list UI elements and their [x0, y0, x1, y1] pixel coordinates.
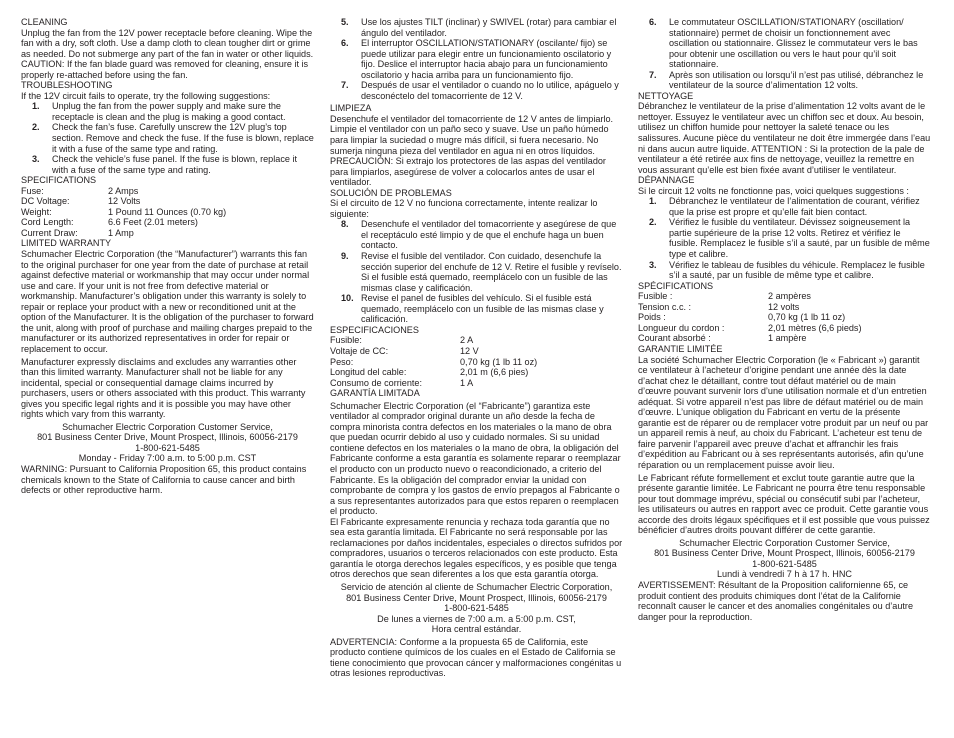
warranty-heading: LIMITED WARRANTY: [21, 238, 112, 249]
list-item: [341, 38, 623, 80]
item-number: 9.: [341, 251, 349, 262]
spec-key: DC Voltage:: [21, 196, 70, 207]
item-text: Vérifiez le tableau de fusibles du véhicule. Remplacez le fusible s’il a sauté, par un fusible de même type et calibre.: [669, 259, 925, 281]
item-number: 1.: [649, 196, 657, 207]
item-text: Après son utilisation ou lorsqu’il n’est pas utilisé, débranchez le ventilateur de la source d’alimentation 12 volts.: [669, 69, 924, 91]
spec-value: 12 Volts: [108, 196, 141, 207]
service-timezone: Hora central estándar.: [431, 624, 522, 635]
service-hours: De lunes a viernes de 7:00 a.m. a 5:00 p.m. CST,: [377, 613, 576, 624]
table-row: [21, 228, 314, 239]
depannage-intro: Si le circuit 12 volts ne fonctionne pas, voici quelques suggestions :: [638, 185, 909, 196]
limpieza-heading: LIMPIEZA: [330, 103, 372, 114]
depannage-heading: DÉPANNAGE: [638, 175, 695, 186]
item-number: 8.: [341, 219, 349, 230]
garantie-disclaimer: Le Fabricant réfute formellement et exclut toute garantie autre que la présente garantie limitée. Le Fabricant ne pourra être tenu responsable pour tout dommage imprévu, spécial ou consécutif subi par l’acheteur, les utilisateurs ou autres en rapport avec ce produit. Cette garantie vous accorde des droits légaux spécifiques et il est possible que vous puissez bénéficier d’autres droits pouvant différer de cette garantie.: [638, 472, 930, 536]
item-number: 2.: [649, 217, 657, 228]
troubleshooting-intro: If the 12V circuit fails to operate, try the following suggestions:: [21, 90, 271, 101]
item-number: 10.: [341, 293, 354, 304]
item-number: 6.: [649, 17, 657, 27]
spec-key: Longueur du cordon :: [638, 322, 725, 333]
depannage-list: [638, 196, 931, 280]
solucion-list: [330, 219, 623, 324]
service-hours: Lundi à vendredi 7 h à 17 h. HNC: [717, 569, 852, 580]
list-item: [341, 17, 623, 38]
nettoyage-heading: NETTOYAGE: [638, 90, 694, 101]
item-number: 1.: [32, 101, 40, 112]
service-address: 801 Business Center Drive, Mount Prospect, Illinois, 60056-2179: [37, 432, 298, 443]
cleaning-heading: CLEANING: [21, 17, 68, 27]
item-number: 7.: [341, 80, 349, 91]
customer-service-block: [638, 538, 931, 580]
spec-key: Weight:: [21, 206, 52, 217]
spec-value: 1 A: [460, 377, 474, 388]
spec-value: 0,70 kg (1 lb 11 oz): [460, 356, 538, 367]
customer-service-block: [21, 422, 314, 464]
troubleshooting-heading: TROUBLESHOOTING: [21, 80, 113, 91]
service-phone: 1-800-621-5485: [444, 603, 509, 614]
list-item: [341, 219, 623, 251]
spec-value: 2,01 m (6,6 pies): [460, 367, 529, 378]
spec-key: Longitud del cable:: [330, 367, 407, 378]
item-text: Check the vehicle’s fuse panel. If the fuse is blown, replace it with a fuse of the same type and rating.: [52, 154, 297, 175]
operation-list: [638, 17, 931, 91]
spec-value: 1 ampère: [768, 333, 807, 344]
prop65-warning: WARNING: Pursuant to California Proposition 65, this product contains chemicals known to the State of California to cause cancer and birth defects or other reproductive harm.: [21, 463, 307, 496]
table-row: [638, 291, 931, 302]
service-name: Schumacher Electric Corporation Customer Service,: [679, 537, 890, 548]
list-item: [649, 217, 931, 259]
table-row: [330, 346, 623, 357]
table-row: [21, 217, 314, 228]
item-number: 5.: [341, 17, 349, 27]
spec-key: Peso:: [330, 356, 354, 367]
cleaning-text: Unplug the fan from the 12V power receptacle before cleaning. Wipe the fan with a dry, soft cloth. Use a damp cloth to clean tougher dirt or grime as needed. Do not submerge any part of the fan in water or other liquids. CAUTION: If the fan blade guard was removed for cleaning, ensure it is properly re-attached before using the fan.: [21, 27, 314, 80]
service-address: 801 Business Center Drive, Mount Prospect, Illinois, 60056-2179: [654, 548, 915, 559]
spec-key: Fuse:: [21, 185, 44, 196]
spec-key: Voltaje de CC:: [330, 345, 389, 356]
item-text: Revise el fusible del ventilador. Con cuidado, desenchufe la sección superior del enchufe de 12 V. Retire el fusible y revíselo. Si el fusible está quemado, reemplácelo con un fusible de las mismas clase y calificación.: [361, 251, 622, 293]
table-row: [638, 302, 931, 313]
warranty-disclaimer: Manufacturer expressly disclaims and excludes any warranties other than this limited warranty. Manufacturer shall not be liable for any incidental, special or consequential damage claims incurred by purchasers, users or others associated with this product. This warranty gives you specific legal rights and it is possible you may have other rights which vary from this warranty.: [21, 356, 306, 420]
prop65-warning: AVERTISSEMENT: Résultant de la Proposition californienne 65, ce produit contient des produits chimiques dont l’état de la Californie reconnaît causer le cancer et des anomalies congénitales ou d’autre danger pour la reproduction.: [638, 579, 914, 622]
item-text: El interruptor OSCILLATION/STATIONARY (oscilante/ fijo) se puede utilizar para elegir entre un funcionamiento oscilatorio y fijo. Deslice el interruptor hacia abajo para un funcionamiento oscilatorio y hacia arriba para un funcionamiento fijo.: [361, 38, 612, 80]
service-address: 801 Business Center Drive, Mount Prospect, Illinois, 60056-2179: [346, 592, 607, 603]
garantie-text: La société Schumacher Electric Corporation (le « Fabricant ») garantit ce ventilateur à l’acheteur d’origine pendant une année dès la date d’achat chez le détaillant, contre tout défaut matériel ou de main d’œuvre pouvant survenir lors d’une utilisation normale et d’un entretien adéquat. Si votre appareil n’est pas libre de défaut matériel ou de main d’œuvre. L’unique obligation du Fabricant en vertu de la présente garantie est de réparer ou de remplacer votre produit par un neuf ou par un appareil remis à neuf, au choix du Fabricant. L’acheteur est tenu de faire parvenir l’appareil avec preuve d’achat et affranchir les frais d’expédition au Fabricant ou à ses représentants autorisés, afin qu’une réparation ou un remplacement puisse avoir lieu.: [638, 354, 929, 470]
list-item: [32, 122, 314, 154]
table-row: [21, 207, 314, 218]
item-text: Unplug the fan from the power supply and make sure the receptacle is clean and the plug is making a good contact.: [52, 101, 286, 122]
service-name: Schumacher Electric Corporation Customer Service,: [62, 421, 273, 432]
garantia-disclaimer: El Fabricante expresamente renuncia y rechaza toda garantía que no sea esta garantía limitada. El Fabricante no será responsable por las reclamaciones por daños incidentales, especiales o directos sufridos por compradores, usuarios o terceros relacionados con este producto. Esta garantía le otorga derechos legales específicos, y es posible que tenga otros derechos que sean diferentes a los que esta garantía otorga.: [330, 516, 623, 580]
customer-service-block: [330, 582, 623, 635]
table-row: [330, 357, 623, 368]
spec-key: Consumo de corriente:: [330, 377, 422, 388]
list-item: [649, 70, 931, 91]
list-item: [341, 251, 623, 293]
spec-value: 2 ampères: [768, 291, 811, 302]
specifications-heading: SPÉCIFICATIONS: [638, 280, 714, 291]
item-text: Débranchez le ventilateur de l’alimentation de courant, vérifiez que la prise est propre et qu’elle fait bien contact.: [669, 196, 920, 217]
item-text: Use los ajustes TILT (inclinar) y SWIVEL (rotar) para cambiar el ángulo del ventilador.: [361, 17, 617, 38]
list-item: [32, 101, 314, 122]
list-item: [32, 154, 314, 175]
list-item: [341, 80, 623, 101]
item-number: 6.: [341, 38, 349, 49]
spec-value: 2,01 mètres (6,6 pieds): [768, 322, 862, 333]
troubleshooting-list: [21, 101, 314, 175]
spec-key: Tension c.c. :: [638, 301, 692, 312]
column-french: [638, 17, 931, 622]
spec-key: Poids :: [638, 312, 666, 323]
item-text: Le commutateur OSCILLATION/STATIONARY (oscillation/ stationnaire) permet de choisir un fonctionnement avec oscillation ou stationnaire. Glissez le commutateur vers le bas pour obtenir une oscillation ou vers le haut pour qu’il soit stationnaire.: [669, 17, 918, 70]
service-phone: 1-800-621-5485: [135, 442, 200, 453]
column-spanish: [330, 17, 623, 679]
especificaciones-table: [330, 335, 623, 388]
specifications-table: [21, 186, 314, 239]
spec-key: Fusible :: [638, 291, 673, 302]
spec-key: Fusible:: [330, 335, 362, 346]
garantie-heading: GARANTIE LIMITÉE: [638, 343, 723, 354]
table-row: [638, 323, 931, 334]
operation-list: [330, 17, 623, 101]
nettoyage-text: Débranchez le ventilateur de la prise d’alimentation 12 volts avant de le nettoyer. Essuyez le ventilateur avec un chiffon sec et doux. Au besoin, utilisez un chiffon humide pour nettoyer la saleté tenace ou les salissures. Aucune pièce du ventilateur ne doit être immergée dans l’eau ni dans aucun autre liquide. ATTENTION : Si la protection de la pale de ventilateur a été retirée aux fins de nettoyage, veuillez la remettre en vous assurant qu’elle est bien fixée avant d’utiliser le ventilateur.: [638, 101, 931, 175]
spec-value: 1 Pound 11 Ounces (0.70 kg): [108, 206, 227, 217]
specifications-heading: SPECIFICATIONS: [21, 175, 97, 186]
item-text: Revise el panel de fusibles del vehículo. Si el fusible está quemado, reemplácelo con un fusible de las mismas clase y calificación.: [361, 293, 604, 325]
prop65-warning: ADVERTENCIA: Conforme a la propuesta 65 de California, este producto contiene químicos de los cuales en el Estado de California se tiene conocimiento que provocan cáncer y malformaciones congénitas u otras lesiones reproductivas.: [330, 636, 622, 679]
spec-value: 1 Amp: [108, 227, 134, 238]
table-row: [638, 312, 931, 323]
table-row: [330, 378, 623, 389]
specifications-table: [638, 291, 931, 344]
column-english: [21, 17, 314, 496]
spec-value: 2 A: [460, 335, 474, 346]
item-number: 3.: [649, 259, 657, 270]
garantia-text: Schumacher Electric Corporation (el “Fabricante”) garantiza este ventilador al comprador original durante un año desde la fecha de compra minorista contra defectos en los materiales o la mano de obra que puedan ocurrir debido al uso y cuidado normales. Si su unidad contiene defectos en los materiales o la mano de obra, la obligación del Fabricante conforme a esta garantía es solamente reparar o reemplazar el producto con un producto nuevo o reacondicionado, a criterio del Fabricante. Es la obligación del comprador enviar la unidad con comprobante de compra y los gastos de envío prepagos al Fabricante o a sus representantes autorizados para que estos reparen o reemplacen el producto.: [330, 400, 621, 517]
spec-key: Courant absorbé :: [638, 333, 711, 344]
item-number: 7.: [649, 69, 657, 80]
especificaciones-heading: ESPECIFICACIONES: [330, 324, 419, 335]
list-item: [649, 17, 931, 70]
item-text: Vérifiez le fusible du ventilateur. Dévissez soigneusement la partie supérieure de la prise 12 volts. Retirez et vérifiez le fusible. Remplacez le fusible s’il a sauté, par un fusible de même type et calibre.: [669, 217, 930, 260]
table-row: [638, 333, 931, 344]
table-row: [330, 335, 623, 346]
solucion-heading: SOLUCIÓN DE PROBLEMAS: [330, 187, 452, 198]
spec-value: 2 Amps: [108, 185, 139, 196]
warranty-text: Schumacher Electric Corporation (the “Manufacturer”) warrants this fan to the original purchaser for one year from the date of purchase at retail against defective material or workmanship that may occur under normal use and care. If your unit is not free from defective material or workmanship. Manufacturer’s obligation under this warranty is solely to repair or replace your product with a new or reconditioned unit at the option of the Manufacturer. It is the obligation of the purchaser to forward the unit, along with proof of purchase and mailing charges prepaid to the manufacturer or its authorized representatives in order for repair or replacement to occur.: [21, 249, 314, 354]
table-row: [330, 367, 623, 378]
spec-key: Cord Length:: [21, 217, 74, 228]
spec-value: 12 volts: [768, 301, 800, 312]
item-text: Check the fan’s fuse. Carefully unscrew the 12V plug’s top section. Remove and check the fuse. If the fuse is blown, replace it with a fuse of the same type and rating.: [52, 122, 314, 154]
spec-value: 12 V: [460, 345, 479, 356]
table-row: [21, 196, 314, 207]
list-item: [341, 293, 623, 325]
list-item: [649, 196, 931, 217]
item-text: Después de usar el ventilador o cuando no lo utilice, apáguelo y desconéctelo del tomacorriente de 12 V.: [361, 80, 619, 101]
service-hours: Monday - Friday 7:00 a.m. to 5:00 p.m. CST: [78, 453, 257, 464]
spec-value: 0,70 kg (1 lb 11 oz): [768, 312, 846, 323]
item-text: Desenchufe el ventilador del tomacorriente y asegúrese de que el receptáculo esté limpio y de que el enchufe haga un buen contacto.: [361, 219, 617, 251]
table-row: [21, 186, 314, 197]
service-name: Servicio de atención al cliente de Schumacher Electric Corporation,: [340, 581, 613, 592]
service-phone: 1-800-621-5485: [752, 558, 817, 569]
spec-value: 6.6 Feet (2.01 meters): [108, 217, 198, 228]
solucion-intro: Si el circuito de 12 V no funciona correctamente, intente realizar lo siguiente:: [330, 198, 598, 219]
spec-key: Current Draw:: [21, 227, 78, 238]
item-number: 3.: [32, 154, 40, 165]
item-number: 2.: [32, 122, 40, 133]
garantia-heading: GARANTÍA LIMITADA: [330, 388, 420, 399]
list-item: [649, 260, 931, 281]
limpieza-text: Desenchufe el ventilador del tomacorriente de 12 V antes de limpiarlo. Limpie el ventilador con un paño seco y suave. Use un paño húmedo para limpiar la suciedad o mugre más difícil, si fuera necesario. No sumerja ninguna pieza del ventilador en agua ni en otros líquidos. PRECAUCIÓN: Si extrajo los protectores de las aspas del ventilador para limpiarlos, asegúrese de volver a colocarlos antes de usar el ventilador.: [330, 113, 614, 188]
